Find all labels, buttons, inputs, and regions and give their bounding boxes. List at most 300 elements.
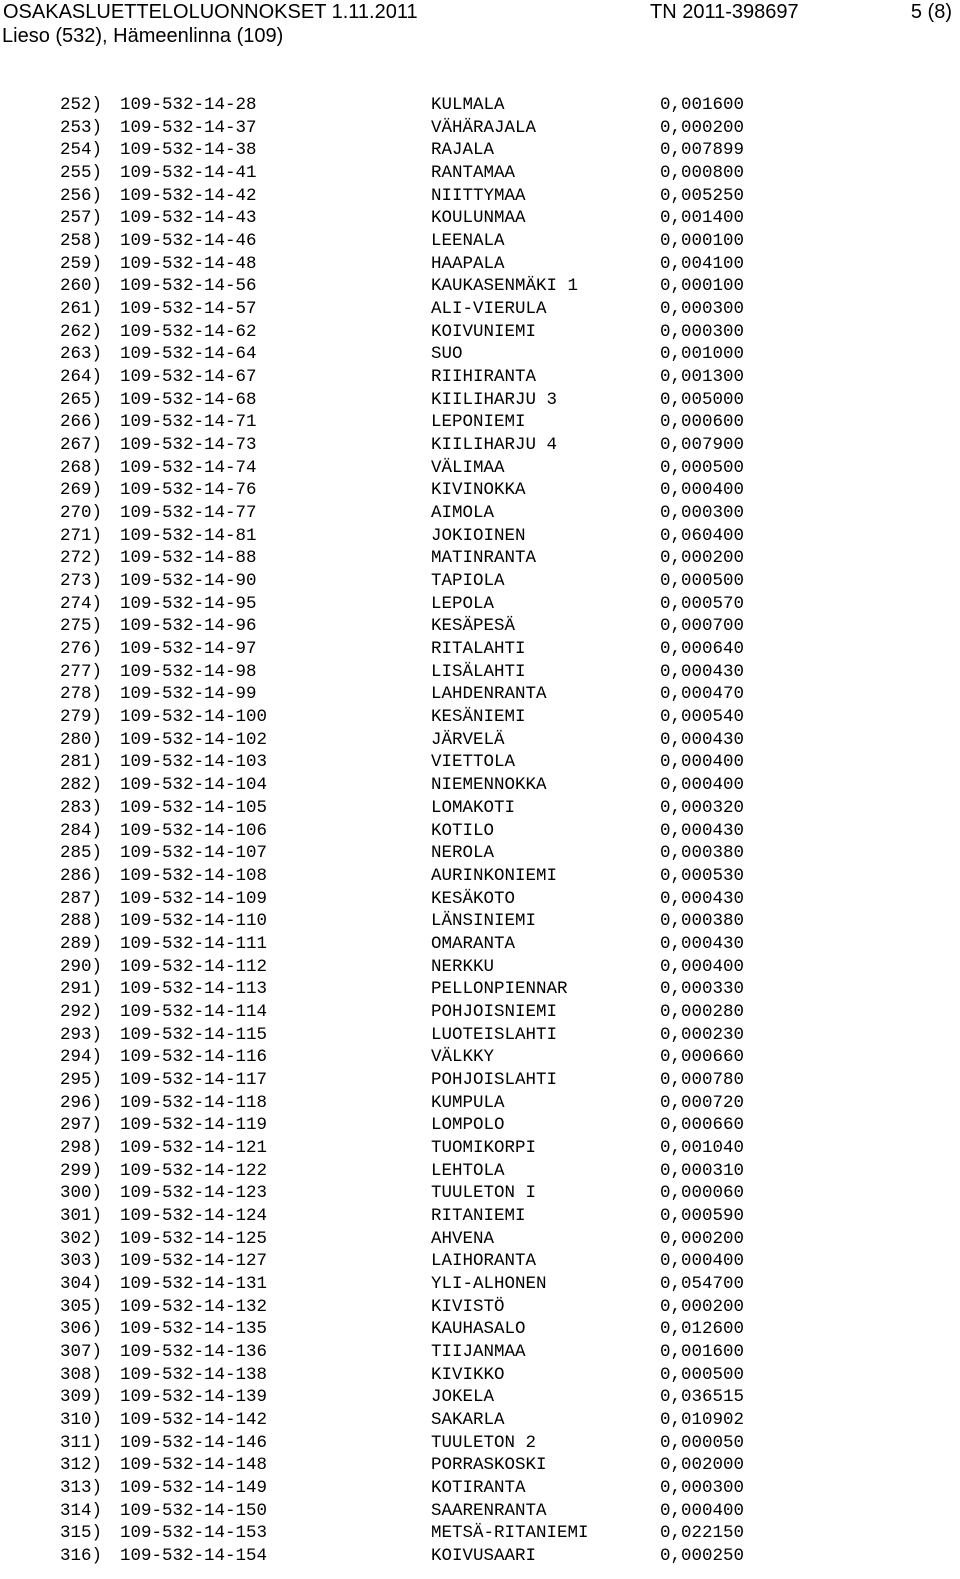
property-id: 109-532-14-110 [120, 911, 268, 932]
share-value: 0,000280 [660, 1001, 745, 1022]
row-number: 294) [60, 1047, 103, 1068]
property-id: 109-532-14-76 [120, 480, 257, 501]
property-id: 109-532-14-122 [120, 1160, 268, 1181]
share-value: 0,000590 [660, 1205, 745, 1226]
property-id: 109-532-14-149 [120, 1477, 268, 1498]
property-name: NERKKU [431, 956, 495, 977]
property-name: LEENALA [431, 231, 505, 252]
row-number: 290) [60, 956, 103, 977]
property-name: PORRASKOSKI [431, 1455, 547, 1476]
property-name: POHJOISLAHTI [431, 1069, 558, 1090]
property-id: 109-532-14-95 [120, 593, 257, 614]
property-id: 109-532-14-142 [120, 1409, 268, 1430]
share-value: 0,000500 [660, 1364, 745, 1385]
row-number: 258) [60, 231, 103, 252]
row-number: 272) [60, 548, 103, 569]
share-value: 0,004100 [660, 253, 745, 274]
share-value: 0,007899 [660, 140, 745, 161]
list-item [0, 457, 960, 480]
share-value: 0,000800 [660, 163, 745, 184]
row-number: 268) [60, 457, 103, 478]
row-number: 262) [60, 321, 103, 342]
property-id: 109-532-14-46 [120, 231, 257, 252]
property-id: 109-532-14-115 [120, 1024, 268, 1045]
list-item [0, 683, 960, 706]
property-name: RIIHIRANTA [431, 367, 537, 388]
list-item [0, 411, 960, 434]
list-item [0, 1046, 960, 1069]
row-number: 253) [60, 117, 103, 138]
owner-list [0, 94, 960, 1568]
share-value: 0,000200 [660, 117, 745, 138]
list-item [0, 1001, 960, 1024]
list-item [0, 1341, 960, 1364]
share-value: 0,060400 [660, 525, 745, 546]
property-id: 109-532-14-42 [120, 185, 257, 206]
property-name: LOMAKOTI [431, 797, 516, 818]
property-name: SAARENRANTA [431, 1500, 547, 1521]
row-number: 259) [60, 253, 103, 274]
property-id: 109-532-14-68 [120, 389, 257, 410]
row-number: 309) [60, 1387, 103, 1408]
property-id: 109-532-14-114 [120, 1001, 268, 1022]
row-number: 277) [60, 661, 103, 682]
list-item [0, 1432, 960, 1455]
list-item [0, 1092, 960, 1115]
row-number: 303) [60, 1251, 103, 1272]
property-name: TAPIOLA [431, 571, 505, 592]
share-value: 0,000700 [660, 616, 745, 637]
property-name: TUULETON I [431, 1183, 537, 1204]
row-number: 310) [60, 1409, 103, 1430]
list-item [0, 343, 960, 366]
share-value: 0,001040 [660, 1137, 745, 1158]
share-value: 0,000570 [660, 593, 745, 614]
row-number: 274) [60, 593, 103, 614]
row-number: 314) [60, 1500, 103, 1521]
property-id: 109-532-14-100 [120, 707, 268, 728]
document-reference: TN 2011-398697 [650, 1, 799, 23]
property-id: 109-532-14-41 [120, 163, 257, 184]
property-name: LAHDENRANTA [431, 684, 547, 705]
row-number: 278) [60, 684, 103, 705]
share-value: 0,000300 [660, 503, 745, 524]
property-name: KESÄPESÄ [431, 616, 516, 637]
row-number: 264) [60, 367, 103, 388]
list-item [0, 1409, 960, 1432]
property-name: RITALAHTI [431, 639, 526, 660]
share-value: 0,000470 [660, 684, 745, 705]
property-id: 109-532-14-107 [120, 843, 268, 864]
list-item [0, 729, 960, 752]
list-item [0, 820, 960, 843]
share-value: 0,000400 [660, 1251, 745, 1272]
row-number: 283) [60, 797, 103, 818]
list-item [0, 1137, 960, 1160]
share-value: 0,000050 [660, 1432, 745, 1453]
share-value: 0,000100 [660, 276, 745, 297]
property-name: LEPOLA [431, 593, 495, 614]
share-value: 0,000540 [660, 707, 745, 728]
list-item [0, 479, 960, 502]
share-value: 0,001600 [660, 1341, 745, 1362]
share-value: 0,000380 [660, 843, 745, 864]
row-number: 287) [60, 888, 103, 909]
list-item [0, 978, 960, 1001]
property-name: RANTAMAA [431, 163, 516, 184]
property-name: RAJALA [431, 140, 495, 161]
share-value: 0,005250 [660, 185, 745, 206]
row-number: 271) [60, 525, 103, 546]
row-number: 256) [60, 185, 103, 206]
property-name: LEPONIEMI [431, 412, 526, 433]
row-number: 288) [60, 911, 103, 932]
row-number: 293) [60, 1024, 103, 1045]
property-name: KOIVUNIEMI [431, 321, 537, 342]
property-name: ALI-VIERULA [431, 299, 547, 320]
row-number: 291) [60, 979, 103, 1000]
share-value: 0,000200 [660, 1228, 745, 1249]
list-item [0, 774, 960, 797]
share-value: 0,000530 [660, 865, 745, 886]
property-id: 109-532-14-139 [120, 1387, 268, 1408]
share-value: 0,022150 [660, 1523, 745, 1544]
row-number: 275) [60, 616, 103, 637]
property-name: METSÄ-RITANIEMI [431, 1523, 589, 1544]
row-number: 257) [60, 208, 103, 229]
list-item [0, 162, 960, 185]
property-id: 109-532-14-124 [120, 1205, 268, 1226]
page-number: 5 (8) [910, 1, 952, 23]
row-number: 286) [60, 865, 103, 886]
list-item [0, 1069, 960, 1092]
property-id: 109-532-14-111 [120, 933, 268, 954]
list-item [0, 185, 960, 208]
list-item [0, 865, 960, 888]
row-number: 269) [60, 480, 103, 501]
share-value: 0,000720 [660, 1092, 745, 1113]
row-number: 313) [60, 1477, 103, 1498]
row-number: 311) [60, 1432, 103, 1453]
share-value: 0,000430 [660, 820, 745, 841]
property-name: KOIVUSAARI [431, 1546, 537, 1566]
share-value: 0,000660 [660, 1115, 745, 1136]
property-name: KOTILO [431, 820, 495, 841]
property-id: 109-532-14-150 [120, 1500, 268, 1521]
property-id: 109-532-14-125 [120, 1228, 268, 1249]
row-number: 267) [60, 435, 103, 456]
list-item [0, 1114, 960, 1137]
list-item [0, 1205, 960, 1228]
property-name: KULMALA [431, 95, 505, 115]
list-item [0, 910, 960, 933]
property-name: MATINRANTA [431, 548, 537, 569]
share-value: 0,000310 [660, 1160, 745, 1181]
property-name: LUOTEISLAHTI [431, 1024, 558, 1045]
row-number: 304) [60, 1273, 103, 1294]
property-name: KAUKASENMÄKI 1 [431, 276, 579, 297]
share-value: 0,001300 [660, 367, 745, 388]
row-number: 296) [60, 1092, 103, 1113]
share-value: 0,000300 [660, 321, 745, 342]
property-id: 109-532-14-113 [120, 979, 268, 1000]
property-name: KUMPULA [431, 1092, 505, 1113]
share-value: 0,001000 [660, 344, 745, 365]
property-id: 109-532-14-117 [120, 1069, 268, 1090]
property-name: RITANIEMI [431, 1205, 526, 1226]
share-value: 0,001600 [660, 95, 745, 115]
row-number: 300) [60, 1183, 103, 1204]
property-name: NIITTYMAA [431, 185, 526, 206]
property-id: 109-532-14-106 [120, 820, 268, 841]
list-item [0, 1024, 960, 1047]
row-number: 297) [60, 1115, 103, 1136]
header-top-line [0, 0, 960, 24]
list-item [0, 1160, 960, 1183]
property-id: 109-532-14-38 [120, 140, 257, 161]
list-item [0, 1522, 960, 1545]
list-item [0, 1477, 960, 1500]
list-item [0, 298, 960, 321]
property-id: 109-532-14-119 [120, 1115, 268, 1136]
property-name: AHVENA [431, 1228, 495, 1249]
property-name: PELLONPIENNAR [431, 979, 568, 1000]
property-name: KIILIHARJU 3 [431, 389, 558, 410]
property-id: 109-532-14-97 [120, 639, 257, 660]
property-name: JÄRVELÄ [431, 729, 505, 750]
property-id: 109-532-14-154 [120, 1546, 268, 1566]
list-item [0, 275, 960, 298]
list-item [0, 615, 960, 638]
share-value: 0,000230 [660, 1024, 745, 1045]
row-number: 308) [60, 1364, 103, 1385]
property-id: 109-532-14-56 [120, 276, 257, 297]
row-number: 273) [60, 571, 103, 592]
property-id: 109-532-14-62 [120, 321, 257, 342]
property-id: 109-532-14-127 [120, 1251, 268, 1272]
list-item [0, 751, 960, 774]
share-value: 0,000300 [660, 299, 745, 320]
property-name: VÄLIMAA [431, 457, 505, 478]
property-id: 109-532-14-112 [120, 956, 268, 977]
share-value: 0,054700 [660, 1273, 745, 1294]
property-id: 109-532-14-67 [120, 367, 257, 388]
property-name: KIVISTÖ [431, 1296, 505, 1317]
row-number: 276) [60, 639, 103, 660]
property-name: KIVINOKKA [431, 480, 526, 501]
property-id: 109-532-14-77 [120, 503, 257, 524]
property-name: AURINKONIEMI [431, 865, 558, 886]
property-id: 109-532-14-102 [120, 729, 268, 750]
row-number: 316) [60, 1546, 103, 1566]
property-name: SAKARLA [431, 1409, 505, 1430]
row-number: 284) [60, 820, 103, 841]
property-id: 109-532-14-109 [120, 888, 268, 909]
property-name: YLI-ALHONEN [431, 1273, 547, 1294]
list-item [0, 933, 960, 956]
row-number: 266) [60, 412, 103, 433]
row-number: 260) [60, 276, 103, 297]
property-id: 109-532-14-121 [120, 1137, 268, 1158]
share-value: 0,000060 [660, 1183, 745, 1204]
share-value: 0,000400 [660, 480, 745, 501]
share-value: 0,000500 [660, 457, 745, 478]
property-id: 109-532-14-37 [120, 117, 257, 138]
share-value: 0,000500 [660, 571, 745, 592]
property-id: 109-532-14-48 [120, 253, 257, 274]
share-value: 0,000300 [660, 1477, 745, 1498]
share-value: 0,000430 [660, 729, 745, 750]
share-value: 0,000400 [660, 956, 745, 977]
row-number: 279) [60, 707, 103, 728]
list-item [0, 207, 960, 230]
row-number: 285) [60, 843, 103, 864]
property-id: 109-532-14-131 [120, 1273, 268, 1294]
share-value: 0,000640 [660, 639, 745, 660]
property-id: 109-532-14-135 [120, 1319, 268, 1340]
row-number: 298) [60, 1137, 103, 1158]
list-item [0, 253, 960, 276]
row-number: 282) [60, 775, 103, 796]
property-name: TUULETON 2 [431, 1432, 537, 1453]
list-item [0, 1500, 960, 1523]
property-name: OMARANTA [431, 933, 516, 954]
share-value: 0,000100 [660, 231, 745, 252]
property-id: 109-532-14-148 [120, 1455, 268, 1476]
property-name: NEROLA [431, 843, 495, 864]
property-name: LOMPOLO [431, 1115, 505, 1136]
share-value: 0,010902 [660, 1409, 745, 1430]
list-item [0, 956, 960, 979]
property-name: LISÄLAHTI [431, 661, 526, 682]
property-id: 109-532-14-116 [120, 1047, 268, 1068]
share-value: 0,001400 [660, 208, 745, 229]
share-value: 0,000400 [660, 775, 745, 796]
list-item [0, 1364, 960, 1387]
share-value: 0,000200 [660, 548, 745, 569]
property-name: TUOMIKORPI [431, 1137, 537, 1158]
property-id: 109-532-14-123 [120, 1183, 268, 1204]
row-number: 281) [60, 752, 103, 773]
list-item [0, 1182, 960, 1205]
property-name: NIEMENNOKKA [431, 775, 547, 796]
list-item [0, 593, 960, 616]
list-item [0, 502, 960, 525]
list-item [0, 570, 960, 593]
property-name: POHJOISNIEMI [431, 1001, 558, 1022]
row-number: 280) [60, 729, 103, 750]
property-id: 109-532-14-146 [120, 1432, 268, 1453]
share-value: 0,000430 [660, 661, 745, 682]
list-item [0, 661, 960, 684]
row-number: 261) [60, 299, 103, 320]
property-id: 109-532-14-138 [120, 1364, 268, 1385]
property-name: VIETTOLA [431, 752, 516, 773]
share-value: 0,000430 [660, 933, 745, 954]
property-id: 109-532-14-136 [120, 1341, 268, 1362]
property-id: 109-532-14-74 [120, 457, 257, 478]
row-number: 295) [60, 1069, 103, 1090]
property-id: 109-532-14-90 [120, 571, 257, 592]
share-value: 0,000330 [660, 979, 745, 1000]
share-value: 0,005000 [660, 389, 745, 410]
list-item [0, 525, 960, 548]
list-item [0, 139, 960, 162]
property-name: KIILIHARJU 4 [431, 435, 558, 456]
property-name: KIVIKKO [431, 1364, 505, 1385]
row-number: 312) [60, 1455, 103, 1476]
list-item [0, 117, 960, 140]
list-item [0, 366, 960, 389]
property-id: 109-532-14-43 [120, 208, 257, 229]
property-name: VÄLKKY [431, 1047, 495, 1068]
property-id: 109-532-14-99 [120, 684, 257, 705]
property-id: 109-532-14-96 [120, 616, 257, 637]
share-value: 0,000430 [660, 888, 745, 909]
property-name: TIIJANMAA [431, 1341, 526, 1362]
property-name: KAUHASALO [431, 1319, 526, 1340]
share-value: 0,007900 [660, 435, 745, 456]
list-item [0, 888, 960, 911]
property-name: SUO [431, 344, 463, 365]
list-item [0, 1318, 960, 1341]
property-id: 109-532-14-153 [120, 1523, 268, 1544]
share-value: 0,000660 [660, 1047, 745, 1068]
document-subtitle: Lieso (532), Hämeenlinna (109) [2, 25, 284, 47]
list-item [0, 1296, 960, 1319]
property-id: 109-532-14-57 [120, 299, 257, 320]
property-id: 109-532-14-98 [120, 661, 257, 682]
row-number: 265) [60, 389, 103, 410]
property-id: 109-532-14-105 [120, 797, 268, 818]
property-id: 109-532-14-104 [120, 775, 268, 796]
property-name: KESÄKOTO [431, 888, 516, 909]
property-name: LAIHORANTA [431, 1251, 537, 1272]
row-number: 254) [60, 140, 103, 161]
share-value: 0,036515 [660, 1387, 745, 1408]
list-item [0, 94, 960, 117]
property-name: LEHTOLA [431, 1160, 505, 1181]
row-number: 307) [60, 1341, 103, 1362]
row-number: 306) [60, 1319, 103, 1340]
row-number: 289) [60, 933, 103, 954]
list-item [0, 1545, 960, 1568]
list-item [0, 1386, 960, 1409]
list-item [0, 842, 960, 865]
list-item [0, 1250, 960, 1273]
row-number: 302) [60, 1228, 103, 1249]
property-id: 109-532-14-71 [120, 412, 257, 433]
row-number: 305) [60, 1296, 103, 1317]
document-title: OSAKASLUETTELOLUONNOKSET 1.11.2011 [3, 1, 418, 23]
row-number: 263) [60, 344, 103, 365]
list-item [0, 434, 960, 457]
list-item [0, 638, 960, 661]
property-name: HAAPALA [431, 253, 505, 274]
row-number: 252) [60, 95, 103, 115]
list-item [0, 706, 960, 729]
share-value: 0,000400 [660, 752, 745, 773]
list-item [0, 1454, 960, 1477]
list-item [0, 321, 960, 344]
row-number: 292) [60, 1001, 103, 1022]
list-item [0, 389, 960, 412]
list-item [0, 1228, 960, 1251]
property-name: VÄHÄRAJALA [431, 117, 537, 138]
property-name: KOTIRANTA [431, 1477, 526, 1498]
property-name: AIMOLA [431, 503, 495, 524]
share-value: 0,000780 [660, 1069, 745, 1090]
